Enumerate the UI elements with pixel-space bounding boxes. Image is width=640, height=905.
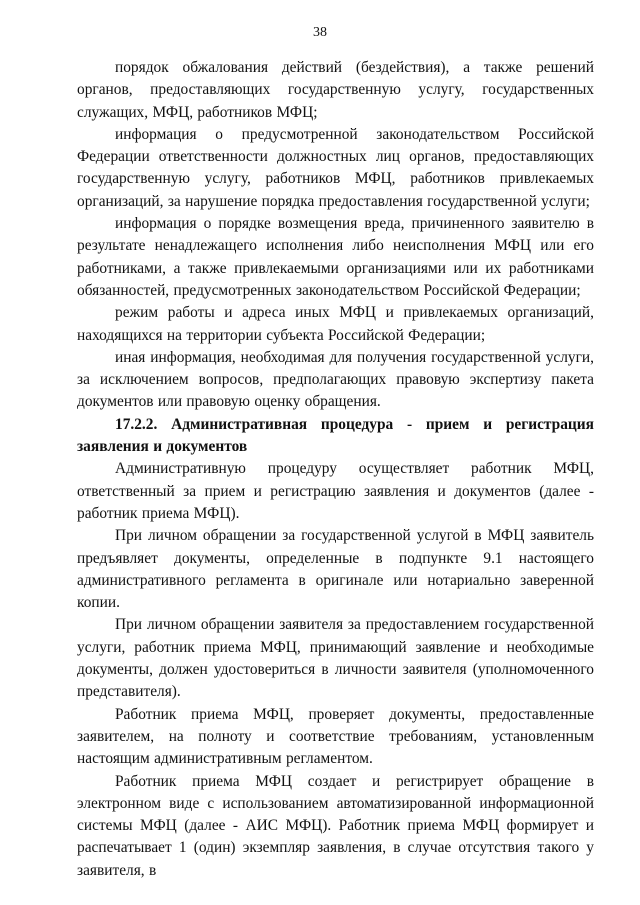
paragraph-personal-appeal: При личном обращении за государственной услугой в МФЦ заявитель предъявляет документы, определенные в подпункте 9.1 настоящего административного регламента в оригинале или нотариально заверенной копии. <box>77 527 594 612</box>
paragraph-other-info: иная информация, необходимая для получения государственной услуги, за исключением вопросов, предполагающих правовую экспертизу пакета документов или правовую оценку обращения. <box>77 348 594 411</box>
paragraph-registration: Работник приема МФЦ создает и регистрирует обращение в электронном виде с использованием автоматизированной информационной системы МФЦ (далее - АИС МФЦ). Работник приема МФЦ формирует и распечатывает 1 (один) экземпляр заявления, в случае отсутствия такого у заявителя, в <box>77 772 594 879</box>
paragraph-work-schedule: режим работы и адреса иных МФЦ и привлекаемых организаций, находящихся на территории субъекта Российской Федерации; <box>77 304 594 344</box>
paragraph-identity-check: При личном обращении заявителя за предоставлением государственной услуги, работник приема МФЦ, принимающий заявление и необходимые документы, должен удостовериться в личности заявителя (уполномоченного представителя). <box>77 616 594 701</box>
document-body <box>77 57 594 882</box>
paragraph-responsibility-info: информация о предусмотренной законодательством Российской Федерации ответственности должностных лиц органов, предоставляющих государственную услугу, работников МФЦ, работников привлекаемых организаций, за нарушение порядка предоставления государственной услуги; <box>77 125 594 210</box>
paragraph-appeal-procedure: порядок обжалования действий (бездействия), а также решений органов, предоставляющих государственную услугу, государственных служащих, МФЦ, работников МФЦ; <box>77 59 594 121</box>
paragraph-damage-compensation: информация о порядке возмещения вреда, причиненного заявителю в результате ненадлежащего исполнения либо неисполнения МФЦ или его работниками, а также привлекаемыми организациями или их работниками обязанностей, предусмотренных законодательством Российской Федерации; <box>77 215 594 299</box>
paragraph-procedure-performer: Административную процедуру осуществляет работник МФЦ, ответственный за прием и регистрацию заявления и документов (далее - работник приема МФЦ). <box>77 460 594 522</box>
page-number: 38 <box>313 25 327 40</box>
paragraph-document-check: Работник приема МФЦ, проверяет документы, предоставленные заявителем, на полноту и соответствие требованиям, установленным настоящим административным регламентом. <box>77 705 594 768</box>
section-heading: 17.2.2. Административная процедура - прием и регистрация заявления и документов <box>77 415 594 456</box>
